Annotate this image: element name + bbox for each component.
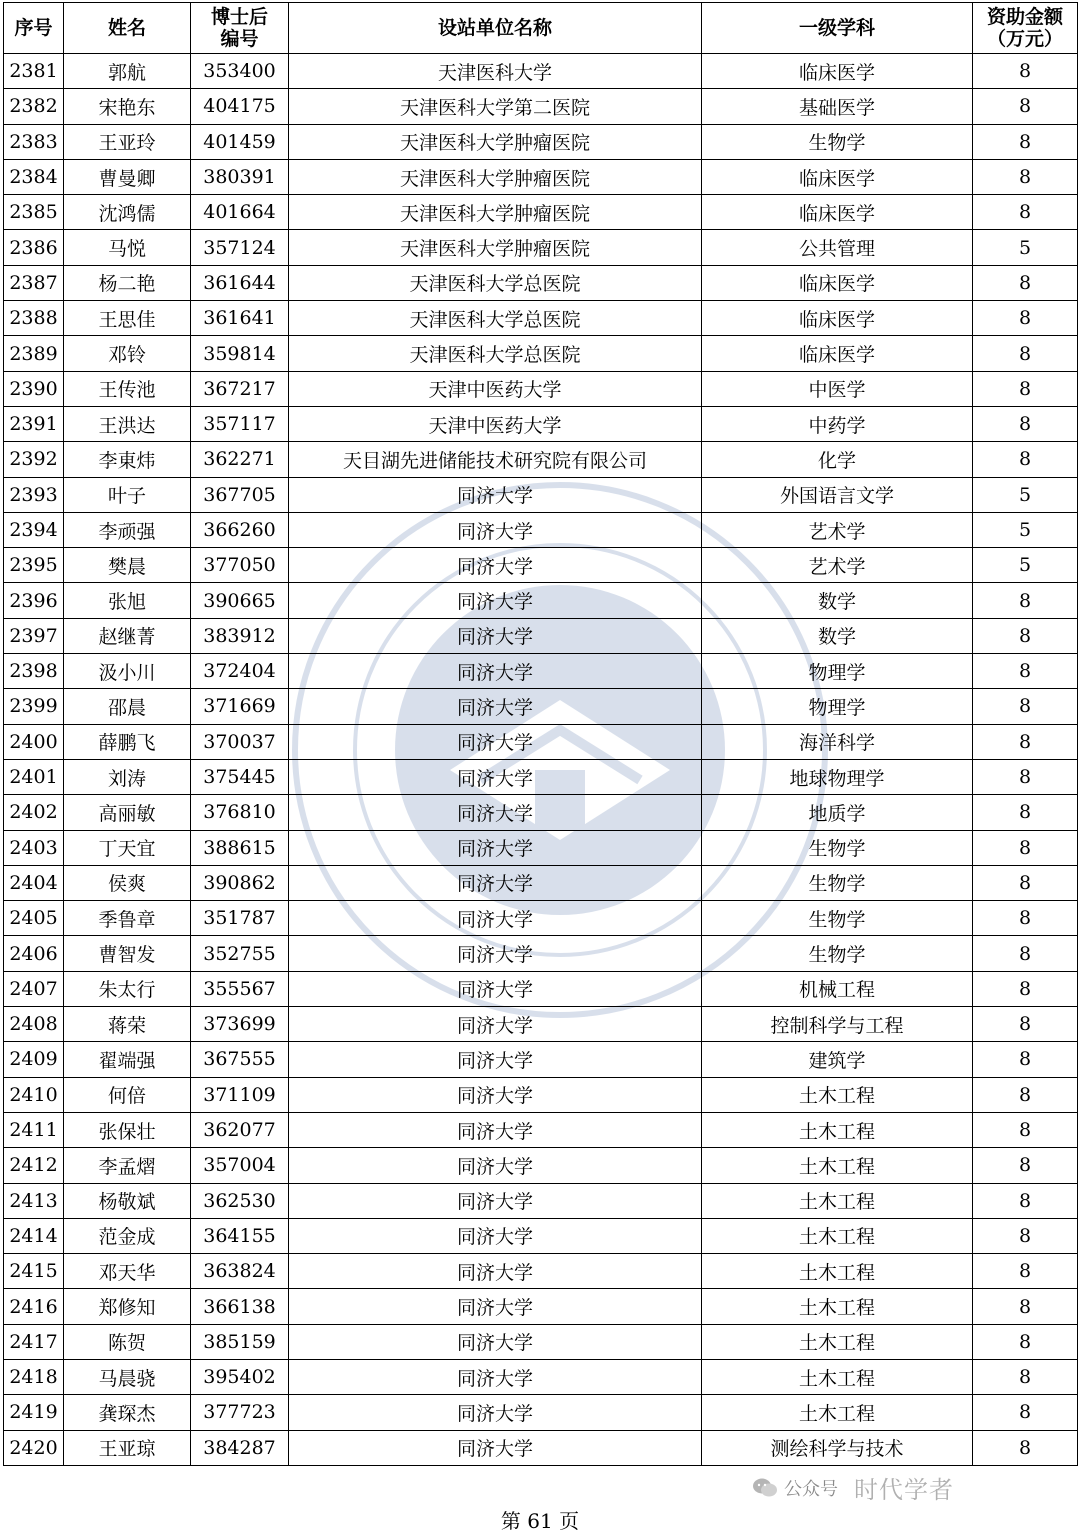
table-row: [4, 830, 1078, 865]
cell-seq: 2410: [4, 1077, 64, 1112]
cell-id: 373699: [191, 1007, 289, 1042]
cell-id: 377723: [191, 1395, 289, 1430]
cell-station: 同济大学: [289, 1042, 702, 1077]
cell-name: 王思佳: [64, 301, 191, 336]
cell-station: 同济大学: [289, 724, 702, 759]
cell-station: 天津中医药大学: [289, 406, 702, 441]
table-row: [4, 865, 1078, 900]
cell-name: 赵继菁: [64, 618, 191, 653]
cell-seq: 2417: [4, 1324, 64, 1359]
cell-station: 同济大学: [289, 830, 702, 865]
cell-amount: 8: [973, 1077, 1078, 1112]
cell-seq: 2415: [4, 1254, 64, 1289]
cell-amount: 8: [973, 689, 1078, 724]
cell-seq: 2388: [4, 301, 64, 336]
cell-station: 同济大学: [289, 1254, 702, 1289]
cell-id: 362530: [191, 1183, 289, 1218]
cell-name: 杨敬斌: [64, 1183, 191, 1218]
cell-discipline: 数学: [702, 583, 973, 618]
cell-amount: 8: [973, 654, 1078, 689]
cell-seq: 2405: [4, 901, 64, 936]
table-row: [4, 1077, 1078, 1112]
header-postdoc-id-line1: 博士后: [210, 6, 268, 28]
cell-discipline: 物理学: [702, 654, 973, 689]
table-row: [4, 724, 1078, 759]
cell-id: 401459: [191, 124, 289, 159]
cell-amount: 8: [973, 1395, 1078, 1430]
cell-amount: 8: [973, 159, 1078, 194]
table-header-row: [4, 3, 1078, 54]
header-name: 姓名: [64, 3, 191, 54]
table-row: [4, 265, 1078, 300]
table-row: [4, 1007, 1078, 1042]
cell-amount: 8: [973, 442, 1078, 477]
cell-seq: 2414: [4, 1218, 64, 1253]
cell-discipline: 生物学: [702, 901, 973, 936]
cell-station: 同济大学: [289, 971, 702, 1006]
cell-name: 高丽敏: [64, 795, 191, 830]
cell-seq: 2418: [4, 1359, 64, 1394]
cell-station: 同济大学: [289, 1077, 702, 1112]
cell-id: 362271: [191, 442, 289, 477]
cell-seq: 2396: [4, 583, 64, 618]
cell-discipline: 测绘科学与技术: [702, 1430, 973, 1465]
cell-station: 同济大学: [289, 936, 702, 971]
wechat-brand-prefix: 公众号: [784, 1478, 838, 1500]
table-row: [4, 442, 1078, 477]
cell-station: 同济大学: [289, 512, 702, 547]
cell-seq: 2400: [4, 724, 64, 759]
table-row: [4, 371, 1078, 406]
table-row: [4, 336, 1078, 371]
cell-seq: 2412: [4, 1148, 64, 1183]
table-row: [4, 301, 1078, 336]
cell-id: 352755: [191, 936, 289, 971]
cell-station: 同济大学: [289, 865, 702, 900]
cell-station: 同济大学: [289, 1359, 702, 1394]
cell-station: 同济大学: [289, 1324, 702, 1359]
cell-id: 362077: [191, 1112, 289, 1147]
cell-id: 390862: [191, 865, 289, 900]
header-amount: [973, 3, 1078, 54]
cell-amount: 5: [973, 512, 1078, 547]
cell-name: 丁天宜: [64, 830, 191, 865]
table-row: [4, 1042, 1078, 1077]
table-row: [4, 1254, 1078, 1289]
cell-station: 同济大学: [289, 1218, 702, 1253]
cell-station: 天津医科大学: [289, 54, 702, 89]
cell-name: 邓天华: [64, 1254, 191, 1289]
cell-name: 樊晨: [64, 548, 191, 583]
header-postdoc-id-line2: 编号: [220, 28, 259, 50]
cell-discipline: 机械工程: [702, 971, 973, 1006]
cell-amount: 8: [973, 336, 1078, 371]
cell-discipline: 艺术学: [702, 548, 973, 583]
cell-amount: 5: [973, 477, 1078, 512]
cell-station: 同济大学: [289, 548, 702, 583]
cell-seq: 2409: [4, 1042, 64, 1077]
cell-seq: 2407: [4, 971, 64, 1006]
header-discipline: 一级学科: [702, 3, 973, 54]
cell-name: 王洪达: [64, 406, 191, 441]
cell-id: 371669: [191, 689, 289, 724]
cell-seq: 2397: [4, 618, 64, 653]
table-row: [4, 795, 1078, 830]
cell-station: 天津医科大学总医院: [289, 336, 702, 371]
cell-amount: 8: [973, 1324, 1078, 1359]
cell-name: 王亚琼: [64, 1430, 191, 1465]
cell-station: 天津医科大学肿瘤医院: [289, 159, 702, 194]
cell-name: 曹曼卿: [64, 159, 191, 194]
cell-id: 355567: [191, 971, 289, 1006]
cell-station: 同济大学: [289, 689, 702, 724]
cell-amount: 8: [973, 54, 1078, 89]
cell-station: 天津医科大学肿瘤医院: [289, 195, 702, 230]
cell-station: 同济大学: [289, 795, 702, 830]
cell-id: 357124: [191, 230, 289, 265]
cell-amount: 8: [973, 371, 1078, 406]
table-row: [4, 759, 1078, 794]
cell-seq: 2382: [4, 89, 64, 124]
cell-amount: 8: [973, 583, 1078, 618]
cell-amount: 8: [973, 936, 1078, 971]
cell-amount: 8: [973, 195, 1078, 230]
cell-name: 宋艳东: [64, 89, 191, 124]
cell-seq: 2416: [4, 1289, 64, 1324]
cell-seq: 2391: [4, 406, 64, 441]
cell-discipline: 土木工程: [702, 1218, 973, 1253]
cell-name: 马悦: [64, 230, 191, 265]
cell-name: 李孟熠: [64, 1148, 191, 1183]
cell-discipline: 中药学: [702, 406, 973, 441]
cell-discipline: 土木工程: [702, 1148, 973, 1183]
cell-discipline: 临床医学: [702, 195, 973, 230]
cell-name: 龚琛杰: [64, 1395, 191, 1430]
table-row: [4, 54, 1078, 89]
cell-seq: 2401: [4, 759, 64, 794]
cell-name: 张旭: [64, 583, 191, 618]
cell-id: 383912: [191, 618, 289, 653]
cell-id: 363824: [191, 1254, 289, 1289]
cell-amount: 8: [973, 1218, 1078, 1253]
cell-seq: 2383: [4, 124, 64, 159]
cell-amount: 8: [973, 301, 1078, 336]
cell-seq: 2393: [4, 477, 64, 512]
cell-seq: 2413: [4, 1183, 64, 1218]
cell-seq: 2406: [4, 936, 64, 971]
table-row: [4, 1359, 1078, 1394]
table-row: [4, 89, 1078, 124]
cell-station: 天津医科大学肿瘤医院: [289, 124, 702, 159]
cell-station: 天津医科大学总医院: [289, 265, 702, 300]
cell-id: 388615: [191, 830, 289, 865]
cell-station: 同济大学: [289, 583, 702, 618]
wechat-icon: [752, 1477, 778, 1499]
cell-name: 朱太行: [64, 971, 191, 1006]
cell-station: 同济大学: [289, 1112, 702, 1147]
cell-station: 天目湖先进储能技术研究院有限公司: [289, 442, 702, 477]
cell-seq: 2390: [4, 371, 64, 406]
cell-id: 367217: [191, 371, 289, 406]
table-row: [4, 1430, 1078, 1465]
cell-amount: 8: [973, 618, 1078, 653]
cell-discipline: 基础医学: [702, 89, 973, 124]
cell-name: 王亚玲: [64, 124, 191, 159]
cell-discipline: 土木工程: [702, 1359, 973, 1394]
cell-name: 蒋荣: [64, 1007, 191, 1042]
page-number: 第 61 页: [500, 1509, 580, 1533]
cell-amount: 5: [973, 548, 1078, 583]
cell-name: 曹智发: [64, 936, 191, 971]
cell-amount: 8: [973, 901, 1078, 936]
cell-discipline: 土木工程: [702, 1324, 973, 1359]
cell-name: 叶子: [64, 477, 191, 512]
table-row: [4, 230, 1078, 265]
cell-amount: 8: [973, 1289, 1078, 1324]
cell-discipline: 公共管理: [702, 230, 973, 265]
cell-id: 366138: [191, 1289, 289, 1324]
cell-seq: 2402: [4, 795, 64, 830]
cell-name: 薛鹏飞: [64, 724, 191, 759]
cell-name: 郭航: [64, 54, 191, 89]
cell-discipline: 艺术学: [702, 512, 973, 547]
cell-station: 同济大学: [289, 1430, 702, 1465]
cell-seq: 2420: [4, 1430, 64, 1465]
cell-id: 385159: [191, 1324, 289, 1359]
cell-id: 395402: [191, 1359, 289, 1394]
cell-amount: 8: [973, 406, 1078, 441]
cell-discipline: 建筑学: [702, 1042, 973, 1077]
cell-id: 361641: [191, 301, 289, 336]
cell-discipline: 地球物理学: [702, 759, 973, 794]
cell-discipline: 控制科学与工程: [702, 1007, 973, 1042]
cell-id: 364155: [191, 1218, 289, 1253]
cell-discipline: 海洋科学: [702, 724, 973, 759]
cell-seq: 2385: [4, 195, 64, 230]
cell-id: 359814: [191, 336, 289, 371]
table-row: [4, 901, 1078, 936]
cell-name: 范金成: [64, 1218, 191, 1253]
cell-id: 401664: [191, 195, 289, 230]
header-amount-line2: （万元）: [986, 28, 1063, 50]
cell-name: 侯爽: [64, 865, 191, 900]
cell-discipline: 土木工程: [702, 1077, 973, 1112]
cell-id: 357004: [191, 1148, 289, 1183]
cell-discipline: 土木工程: [702, 1395, 973, 1430]
header-seq: 序号: [4, 3, 64, 54]
cell-amount: 8: [973, 1042, 1078, 1077]
cell-name: 马晨骁: [64, 1359, 191, 1394]
table-row: [4, 583, 1078, 618]
cell-amount: 8: [973, 971, 1078, 1006]
cell-name: 李東炜: [64, 442, 191, 477]
cell-id: 376810: [191, 795, 289, 830]
cell-seq: 2386: [4, 230, 64, 265]
table-row: [4, 971, 1078, 1006]
table-row: [4, 1112, 1078, 1147]
table-row: [4, 124, 1078, 159]
cell-id: 404175: [191, 89, 289, 124]
cell-discipline: 外国语言文学: [702, 477, 973, 512]
cell-seq: 2384: [4, 159, 64, 194]
cell-amount: 8: [973, 1112, 1078, 1147]
funding-table: [3, 2, 1078, 1466]
cell-amount: 8: [973, 1254, 1078, 1289]
cell-station: 天津医科大学肿瘤医院: [289, 230, 702, 265]
table-body: [4, 54, 1078, 1466]
cell-station: 天津医科大学第二医院: [289, 89, 702, 124]
cell-amount: 8: [973, 1148, 1078, 1183]
table-row: [4, 1218, 1078, 1253]
table-row: [4, 195, 1078, 230]
cell-name: 邵晨: [64, 689, 191, 724]
cell-discipline: 临床医学: [702, 301, 973, 336]
cell-seq: 2419: [4, 1395, 64, 1430]
cell-station: 同济大学: [289, 759, 702, 794]
cell-name: 郑修知: [64, 1289, 191, 1324]
header-amount-line1: 资助金额: [986, 6, 1063, 28]
cell-name: 刘涛: [64, 759, 191, 794]
cell-id: 390665: [191, 583, 289, 618]
cell-seq: 2411: [4, 1112, 64, 1147]
table-row: [4, 689, 1078, 724]
cell-name: 陈贺: [64, 1324, 191, 1359]
cell-discipline: 土木工程: [702, 1254, 973, 1289]
cell-seq: 2399: [4, 689, 64, 724]
table-row: [4, 1148, 1078, 1183]
cell-station: 天津医科大学总医院: [289, 301, 702, 336]
cell-id: 351787: [191, 901, 289, 936]
cell-name: 翟端强: [64, 1042, 191, 1077]
cell-name: 何倍: [64, 1077, 191, 1112]
cell-station: 天津中医药大学: [289, 371, 702, 406]
cell-seq: 2392: [4, 442, 64, 477]
cell-amount: 8: [973, 865, 1078, 900]
cell-amount: 8: [973, 265, 1078, 300]
cell-id: 367705: [191, 477, 289, 512]
table-row: [4, 1183, 1078, 1218]
cell-id: 371109: [191, 1077, 289, 1112]
cell-station: 同济大学: [289, 618, 702, 653]
cell-discipline: 土木工程: [702, 1183, 973, 1218]
cell-discipline: 临床医学: [702, 159, 973, 194]
cell-amount: 8: [973, 830, 1078, 865]
cell-amount: 8: [973, 124, 1078, 159]
cell-station: 同济大学: [289, 901, 702, 936]
cell-name: 汲小川: [64, 654, 191, 689]
cell-discipline: 生物学: [702, 830, 973, 865]
cell-name: 杨二艳: [64, 265, 191, 300]
wechat-watermark: [752, 1470, 954, 1505]
cell-amount: 5: [973, 230, 1078, 265]
cell-discipline: 土木工程: [702, 1112, 973, 1147]
cell-id: 357117: [191, 406, 289, 441]
cell-discipline: 化学: [702, 442, 973, 477]
header-postdoc-id: [191, 3, 289, 54]
table-row: [4, 936, 1078, 971]
cell-discipline: 地质学: [702, 795, 973, 830]
cell-discipline: 生物学: [702, 865, 973, 900]
cell-seq: 2387: [4, 265, 64, 300]
cell-station: 同济大学: [289, 1148, 702, 1183]
cell-discipline: 土木工程: [702, 1289, 973, 1324]
cell-station: 同济大学: [289, 1007, 702, 1042]
table-row: [4, 654, 1078, 689]
cell-name: 邓铃: [64, 336, 191, 371]
table-row: [4, 1395, 1078, 1430]
cell-seq: 2398: [4, 654, 64, 689]
table-row: [4, 477, 1078, 512]
cell-seq: 2381: [4, 54, 64, 89]
table-row: [4, 159, 1078, 194]
cell-amount: 8: [973, 724, 1078, 759]
cell-station: 同济大学: [289, 1183, 702, 1218]
cell-discipline: 临床医学: [702, 54, 973, 89]
cell-discipline: 临床医学: [702, 265, 973, 300]
cell-seq: 2404: [4, 865, 64, 900]
cell-amount: 8: [973, 1430, 1078, 1465]
cell-id: 375445: [191, 759, 289, 794]
cell-discipline: 生物学: [702, 936, 973, 971]
cell-id: 377050: [191, 548, 289, 583]
cell-seq: 2389: [4, 336, 64, 371]
cell-amount: 8: [973, 795, 1078, 830]
cell-seq: 2403: [4, 830, 64, 865]
cell-discipline: 临床医学: [702, 336, 973, 371]
cell-name: 沈鸿儒: [64, 195, 191, 230]
wechat-brand-name: 时代学者: [854, 1476, 954, 1504]
cell-discipline: 数学: [702, 618, 973, 653]
cell-name: 李顽强: [64, 512, 191, 547]
table-row: [4, 512, 1078, 547]
table-row: [4, 406, 1078, 441]
cell-id: 384287: [191, 1430, 289, 1465]
cell-seq: 2395: [4, 548, 64, 583]
cell-discipline: 物理学: [702, 689, 973, 724]
cell-amount: 8: [973, 1007, 1078, 1042]
cell-id: 361644: [191, 265, 289, 300]
cell-id: 380391: [191, 159, 289, 194]
cell-id: 372404: [191, 654, 289, 689]
cell-discipline: 生物学: [702, 124, 973, 159]
cell-name: 张保壮: [64, 1112, 191, 1147]
cell-amount: 8: [973, 1359, 1078, 1394]
cell-amount: 8: [973, 1183, 1078, 1218]
header-station: 设站单位名称: [289, 3, 702, 54]
table-row: [4, 548, 1078, 583]
cell-id: 370037: [191, 724, 289, 759]
cell-id: 367555: [191, 1042, 289, 1077]
cell-amount: 8: [973, 89, 1078, 124]
cell-station: 同济大学: [289, 477, 702, 512]
table-row: [4, 618, 1078, 653]
cell-id: 366260: [191, 512, 289, 547]
cell-station: 同济大学: [289, 1395, 702, 1430]
cell-amount: 8: [973, 759, 1078, 794]
cell-id: 353400: [191, 54, 289, 89]
cell-seq: 2394: [4, 512, 64, 547]
cell-discipline: 中医学: [702, 371, 973, 406]
cell-name: 季鲁章: [64, 901, 191, 936]
cell-station: 同济大学: [289, 1289, 702, 1324]
cell-seq: 2408: [4, 1007, 64, 1042]
cell-station: 同济大学: [289, 654, 702, 689]
cell-name: 王传池: [64, 371, 191, 406]
table-row: [4, 1289, 1078, 1324]
table-row: [4, 1324, 1078, 1359]
